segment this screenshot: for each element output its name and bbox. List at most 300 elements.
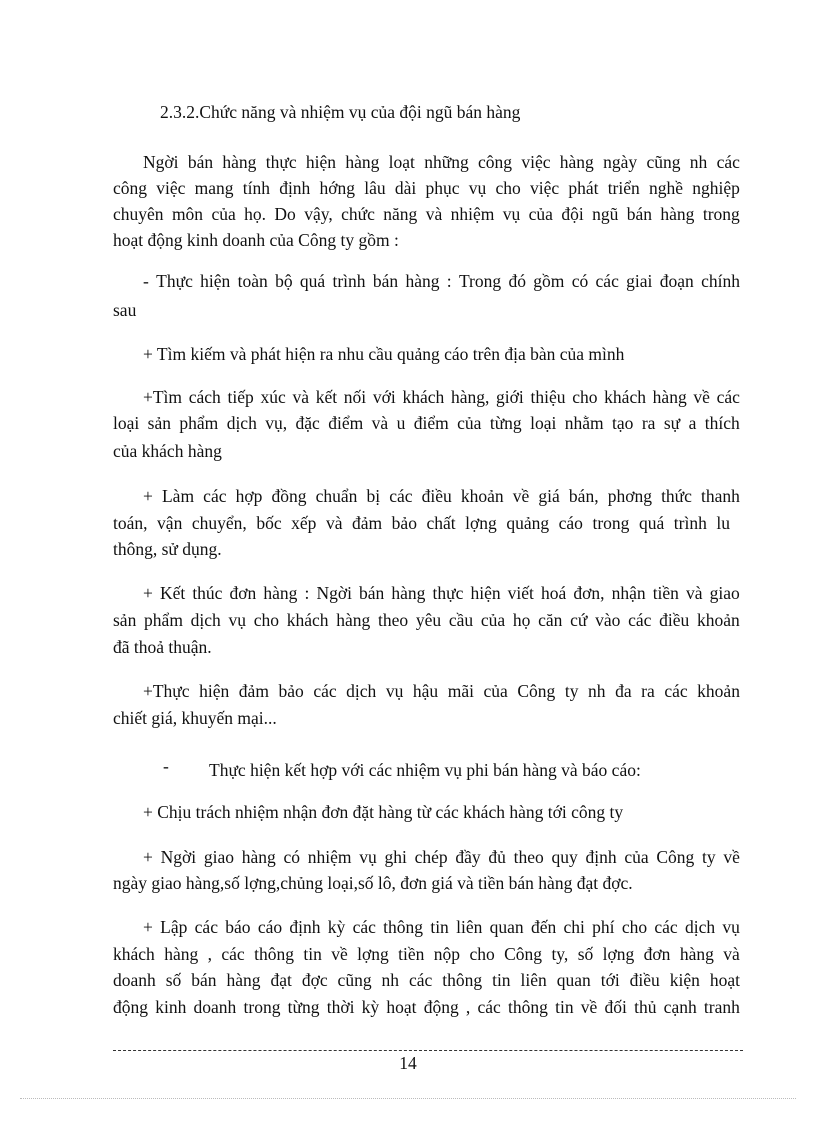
word: đối xyxy=(604,997,627,1017)
paragraph-line xyxy=(143,268,740,294)
word: quá xyxy=(638,513,665,533)
word: tiếp xyxy=(227,387,254,407)
word: tiền xyxy=(652,583,679,603)
word: căn xyxy=(538,610,563,630)
word: đồng xyxy=(271,486,307,506)
word: nhiệm xyxy=(450,204,495,224)
word: trình xyxy=(673,513,707,533)
word: phẩm xyxy=(144,610,183,630)
word: loạt xyxy=(388,152,415,172)
word: phí xyxy=(592,917,615,937)
word: và xyxy=(425,204,443,224)
word: liên xyxy=(456,917,483,937)
word: quá xyxy=(299,271,326,291)
word: từng xyxy=(489,413,522,433)
word: bán xyxy=(191,970,217,990)
word: ra xyxy=(641,413,656,433)
word: dịch xyxy=(346,681,377,701)
bullet-dash: - xyxy=(163,756,169,776)
word: Trong xyxy=(458,271,502,291)
word: cho xyxy=(572,387,598,407)
word: và xyxy=(723,944,740,964)
word: chuyển, xyxy=(191,513,247,533)
word: của xyxy=(480,610,506,630)
word: cho xyxy=(253,610,280,630)
word: việc xyxy=(156,178,186,198)
word: theo xyxy=(513,847,544,867)
word: lợng xyxy=(465,513,497,533)
word: Ngời xyxy=(143,152,179,172)
word: ty xyxy=(564,681,579,701)
word: các xyxy=(221,944,245,964)
word: cáo xyxy=(558,513,583,533)
word: tạo xyxy=(612,413,634,433)
word: Do xyxy=(274,204,296,224)
word: điều xyxy=(629,970,660,990)
word: thực xyxy=(432,583,464,603)
word: khoản xyxy=(460,486,504,506)
word: vụ, xyxy=(265,413,288,433)
word: hàng xyxy=(241,847,276,867)
word: thiệu xyxy=(530,387,566,407)
word: vụ xyxy=(502,204,521,224)
word: thông xyxy=(442,970,483,990)
word: thức xyxy=(661,486,692,506)
word: các xyxy=(389,486,413,506)
word: phẩm xyxy=(179,413,219,433)
word: đến xyxy=(530,917,557,937)
word: hoá xyxy=(541,583,567,603)
word: yêu xyxy=(415,610,442,630)
word: liên xyxy=(520,970,547,990)
word: thông xyxy=(383,917,424,937)
word: chức xyxy=(341,204,375,224)
word: hiện xyxy=(200,271,231,291)
word: báo xyxy=(225,917,251,937)
word: đảm xyxy=(238,681,269,701)
word: bộ xyxy=(275,271,293,291)
word: doanh xyxy=(113,970,156,990)
word: khoản xyxy=(697,610,740,630)
word: việc xyxy=(521,152,551,172)
word: triển xyxy=(607,178,640,198)
word: các xyxy=(477,997,501,1017)
word: hàng xyxy=(405,271,440,291)
word: hợp xyxy=(235,486,263,506)
word: hoạt xyxy=(709,970,740,990)
word: công xyxy=(113,178,148,198)
word: chất xyxy=(426,513,456,533)
paragraph-line xyxy=(113,607,740,633)
word: toàn xyxy=(237,271,268,291)
word: sự xyxy=(663,413,681,433)
word: điểm xyxy=(413,413,449,433)
word: bán xyxy=(187,152,214,172)
word: + xyxy=(143,847,153,867)
word: điểm xyxy=(328,413,364,433)
word: và xyxy=(371,413,389,433)
word: số xyxy=(165,970,182,990)
word: các xyxy=(716,387,740,407)
word: nộp xyxy=(433,944,461,964)
word: ty xyxy=(702,847,716,867)
word: + xyxy=(143,917,153,937)
word: đạt xyxy=(270,970,292,990)
paragraph-line: thông, sử dụng. xyxy=(113,539,222,559)
word: đảm xyxy=(352,513,383,533)
word: mang xyxy=(194,178,234,198)
word: nh xyxy=(689,152,708,172)
word: với xyxy=(372,387,396,407)
word: họ. xyxy=(244,204,267,224)
word: tin xyxy=(430,917,449,937)
word: lợng xyxy=(357,944,389,964)
word: hàng xyxy=(660,204,695,224)
word: doanh xyxy=(193,997,237,1017)
word: và xyxy=(686,583,703,603)
word: các xyxy=(203,486,227,506)
word: năng xyxy=(383,204,418,224)
word: trong xyxy=(592,513,630,533)
word: hàng, xyxy=(450,387,490,407)
word: bán, xyxy=(568,486,599,506)
word: thủ xyxy=(634,997,657,1017)
word: thích xyxy=(704,413,740,433)
word: giao xyxy=(709,583,740,603)
word: + xyxy=(143,583,153,603)
word: thúc xyxy=(192,583,223,603)
word: có xyxy=(283,847,301,867)
word: động xyxy=(423,997,459,1017)
word: dịch xyxy=(684,917,716,937)
paragraph-line xyxy=(113,941,740,967)
word: hoạt xyxy=(386,997,417,1017)
word: gồm xyxy=(533,271,565,291)
word: quy xyxy=(551,847,578,867)
word: sản xyxy=(113,610,137,630)
word: thanh xyxy=(701,486,740,506)
word: dài xyxy=(394,178,417,198)
word: Ngời xyxy=(316,583,352,603)
word: vụ xyxy=(359,847,377,867)
paragraph-line xyxy=(143,580,740,606)
word: đặc xyxy=(295,413,320,433)
word: cạnh xyxy=(663,997,697,1017)
word: hàng xyxy=(226,970,261,990)
word: cứ xyxy=(570,610,588,630)
word: lợng xyxy=(602,944,635,964)
word: của xyxy=(624,847,649,867)
page-bottom-divider xyxy=(20,1098,796,1099)
word: giới xyxy=(496,387,524,407)
word: chuẩn xyxy=(315,486,358,506)
word: ngũ xyxy=(592,204,619,224)
word: hàng xyxy=(336,610,371,630)
word: : xyxy=(304,583,310,603)
word: trình xyxy=(332,271,366,291)
word: +Tìm xyxy=(143,387,183,407)
word: và xyxy=(292,387,309,407)
word: các xyxy=(313,681,337,701)
word: thực xyxy=(265,152,297,172)
word: quan xyxy=(556,970,591,990)
paragraph-line xyxy=(113,994,740,1020)
paragraph-line xyxy=(113,201,740,227)
word: cầu xyxy=(448,610,474,630)
word: các xyxy=(408,970,433,990)
word: nh xyxy=(381,970,400,990)
word: nhằm xyxy=(564,413,604,433)
word: loại xyxy=(530,413,557,433)
word: số xyxy=(577,944,594,964)
word: ra xyxy=(641,681,655,701)
word: chi xyxy=(563,917,585,937)
word: hiện xyxy=(305,152,337,172)
word: hàng xyxy=(164,944,199,964)
word: vận xyxy=(157,513,183,533)
word: khách xyxy=(604,387,646,407)
word: điều xyxy=(659,610,690,630)
word: Công xyxy=(656,847,695,867)
word: quảng xyxy=(506,513,550,533)
word: xếp xyxy=(291,513,317,533)
word: đầy xyxy=(455,847,481,867)
word: định xyxy=(289,917,321,937)
word: khách xyxy=(402,387,445,407)
word: cũng xyxy=(646,152,681,172)
word: khoản xyxy=(697,681,740,701)
word: họ xyxy=(512,610,531,630)
word: tiền xyxy=(398,944,425,964)
word: vụ xyxy=(228,610,247,630)
word: đơn xyxy=(229,583,257,603)
word: các xyxy=(654,917,678,937)
word: mãi xyxy=(447,681,474,701)
word: định xyxy=(279,178,311,198)
word: hàng xyxy=(679,944,714,964)
word: đợc xyxy=(301,970,328,990)
word: cáo xyxy=(257,917,283,937)
paragraph-line: + Tìm kiếm và phát hiện ra nhu cầu quảng cáo trên địa bàn của mình xyxy=(143,344,625,364)
word: , xyxy=(207,944,212,964)
word: ghi xyxy=(384,847,407,867)
word: của xyxy=(211,204,236,224)
word: hàng xyxy=(345,152,380,172)
word: , xyxy=(465,997,471,1017)
word: tin xyxy=(492,970,511,990)
word: kỳ xyxy=(327,917,346,937)
word: định xyxy=(585,847,617,867)
word: Làm xyxy=(161,486,195,506)
word: chính xyxy=(701,271,740,291)
word: : xyxy=(446,271,452,291)
word: của xyxy=(457,413,482,433)
word: a xyxy=(688,413,697,433)
word: bán xyxy=(626,204,653,224)
word: hàng xyxy=(559,152,594,172)
word: bán xyxy=(359,583,385,603)
word: của xyxy=(483,681,508,701)
word: điều xyxy=(421,486,452,506)
word: Kết xyxy=(159,583,186,603)
word: môn xyxy=(171,204,204,224)
paragraph-line xyxy=(113,175,740,201)
word: ngày xyxy=(603,152,638,172)
word: Ngời xyxy=(160,847,197,867)
word: của xyxy=(528,204,553,224)
word: có xyxy=(571,271,589,291)
paragraph-line xyxy=(143,914,740,940)
word: vụ xyxy=(722,917,740,937)
word: đội xyxy=(561,204,584,224)
paragraph-line xyxy=(143,149,740,175)
paragraph-line xyxy=(143,384,740,410)
word: xúc xyxy=(260,387,286,407)
word: và xyxy=(325,513,343,533)
paragraph-line: sau xyxy=(113,300,137,320)
paragraph-line xyxy=(143,483,740,509)
word: hàng xyxy=(391,583,426,603)
word: đơn, xyxy=(573,583,605,603)
word: hớng xyxy=(319,178,356,198)
word: khách xyxy=(113,944,155,964)
word: vụ xyxy=(385,681,404,701)
word: về xyxy=(331,944,348,964)
word: trong xyxy=(243,997,281,1017)
word: giá xyxy=(538,486,560,506)
paragraph-line: hoạt động kinh doanh của Công ty gồm : xyxy=(113,230,399,250)
word: + xyxy=(143,486,153,506)
word: tin xyxy=(303,944,322,964)
word: Thực xyxy=(156,271,193,291)
word: vụ xyxy=(468,178,487,198)
paragraph-line xyxy=(143,844,740,870)
word: bán xyxy=(372,271,399,291)
word: hiện xyxy=(199,681,230,701)
word: dịch xyxy=(190,610,221,630)
word: Công xyxy=(517,681,556,701)
paragraph-line: ngày giao hàng,số lợng,chủng loại,số lô, đơn giá và tiền bán hàng đạt đợc. xyxy=(113,873,633,893)
word: kiện xyxy=(669,970,700,990)
word: đơn xyxy=(643,944,671,964)
word: các xyxy=(595,271,619,291)
paragraph-line: chiết giá, khuyến mại... xyxy=(113,708,277,728)
word: các xyxy=(194,917,218,937)
word: quan xyxy=(489,917,524,937)
word: nhận xyxy=(611,583,646,603)
word: hàng xyxy=(652,387,687,407)
word: công xyxy=(478,152,513,172)
word: đó xyxy=(508,271,526,291)
word: hiện xyxy=(470,583,501,603)
word: cho xyxy=(621,917,648,937)
paragraph-line xyxy=(113,967,740,993)
word: kỳ xyxy=(361,997,380,1017)
word: tin xyxy=(555,997,574,1017)
word: phơng xyxy=(607,486,652,506)
word: loại xyxy=(113,413,140,433)
word: viết xyxy=(507,583,534,603)
word: thời xyxy=(326,997,355,1017)
word: u xyxy=(396,413,406,433)
word: kết xyxy=(315,387,338,407)
word: nghề xyxy=(648,178,684,198)
word: về xyxy=(723,847,740,867)
paragraph-line xyxy=(143,678,740,704)
word: các xyxy=(664,681,688,701)
word: hàng xyxy=(263,583,298,603)
word: những xyxy=(424,152,469,172)
word: bốc xyxy=(256,513,282,533)
word: bảo xyxy=(391,513,417,533)
word: nhiệm xyxy=(307,847,352,867)
word: thông xyxy=(254,944,294,964)
word: về xyxy=(693,387,710,407)
word: trong xyxy=(702,204,740,224)
section-heading: 2.3.2.Chức năng và nhiệm vụ của đội ngũ bán hàng xyxy=(160,102,521,122)
word: các xyxy=(716,152,740,172)
word: đủ xyxy=(488,847,506,867)
word: kinh xyxy=(155,997,187,1017)
word: giai xyxy=(626,271,653,291)
word: giao xyxy=(203,847,234,867)
word: chép xyxy=(414,847,448,867)
paragraph-line xyxy=(113,410,740,436)
word: phục xyxy=(425,178,460,198)
word: bảo xyxy=(278,681,304,701)
word: các xyxy=(628,610,652,630)
paragraph-line: của khách hàng xyxy=(113,441,222,461)
word: cho xyxy=(495,178,521,198)
word: phát xyxy=(568,178,599,198)
page-number: 14 xyxy=(399,1053,417,1073)
word: các xyxy=(352,917,376,937)
word: bị xyxy=(366,486,381,506)
word: nghiệp xyxy=(692,178,740,198)
word: nối xyxy=(343,387,367,407)
word: tới xyxy=(600,970,620,990)
word: hậu xyxy=(412,681,439,701)
paragraph-line xyxy=(113,510,730,536)
word: lu xyxy=(716,513,730,533)
word: tính xyxy=(242,178,270,198)
word: về xyxy=(512,486,530,506)
word: ty, xyxy=(551,944,569,964)
word: cách xyxy=(188,387,221,407)
word: theo xyxy=(378,610,409,630)
word: từng xyxy=(287,997,320,1017)
word: đa xyxy=(615,681,632,701)
word: khách xyxy=(286,610,329,630)
word: vậy, xyxy=(304,204,333,224)
word: vào xyxy=(595,610,621,630)
paragraph-line: đã thoả thuận. xyxy=(113,637,212,657)
paragraph-line: Thực hiện kết hợp với các nhiệm vụ phi bán hàng và báo cáo: xyxy=(209,760,641,780)
word: đoạn xyxy=(659,271,694,291)
word: Công xyxy=(504,944,543,964)
word: thông xyxy=(508,997,548,1017)
word: chuyên xyxy=(113,204,164,224)
word: sản xyxy=(147,413,171,433)
word: lâu xyxy=(364,178,386,198)
word: việc xyxy=(529,178,560,198)
word: - xyxy=(143,271,149,291)
word: nh xyxy=(588,681,606,701)
word: +Thực xyxy=(143,681,190,701)
word: toán, xyxy=(113,513,148,533)
word: hàng xyxy=(222,152,257,172)
word: cho xyxy=(469,944,495,964)
